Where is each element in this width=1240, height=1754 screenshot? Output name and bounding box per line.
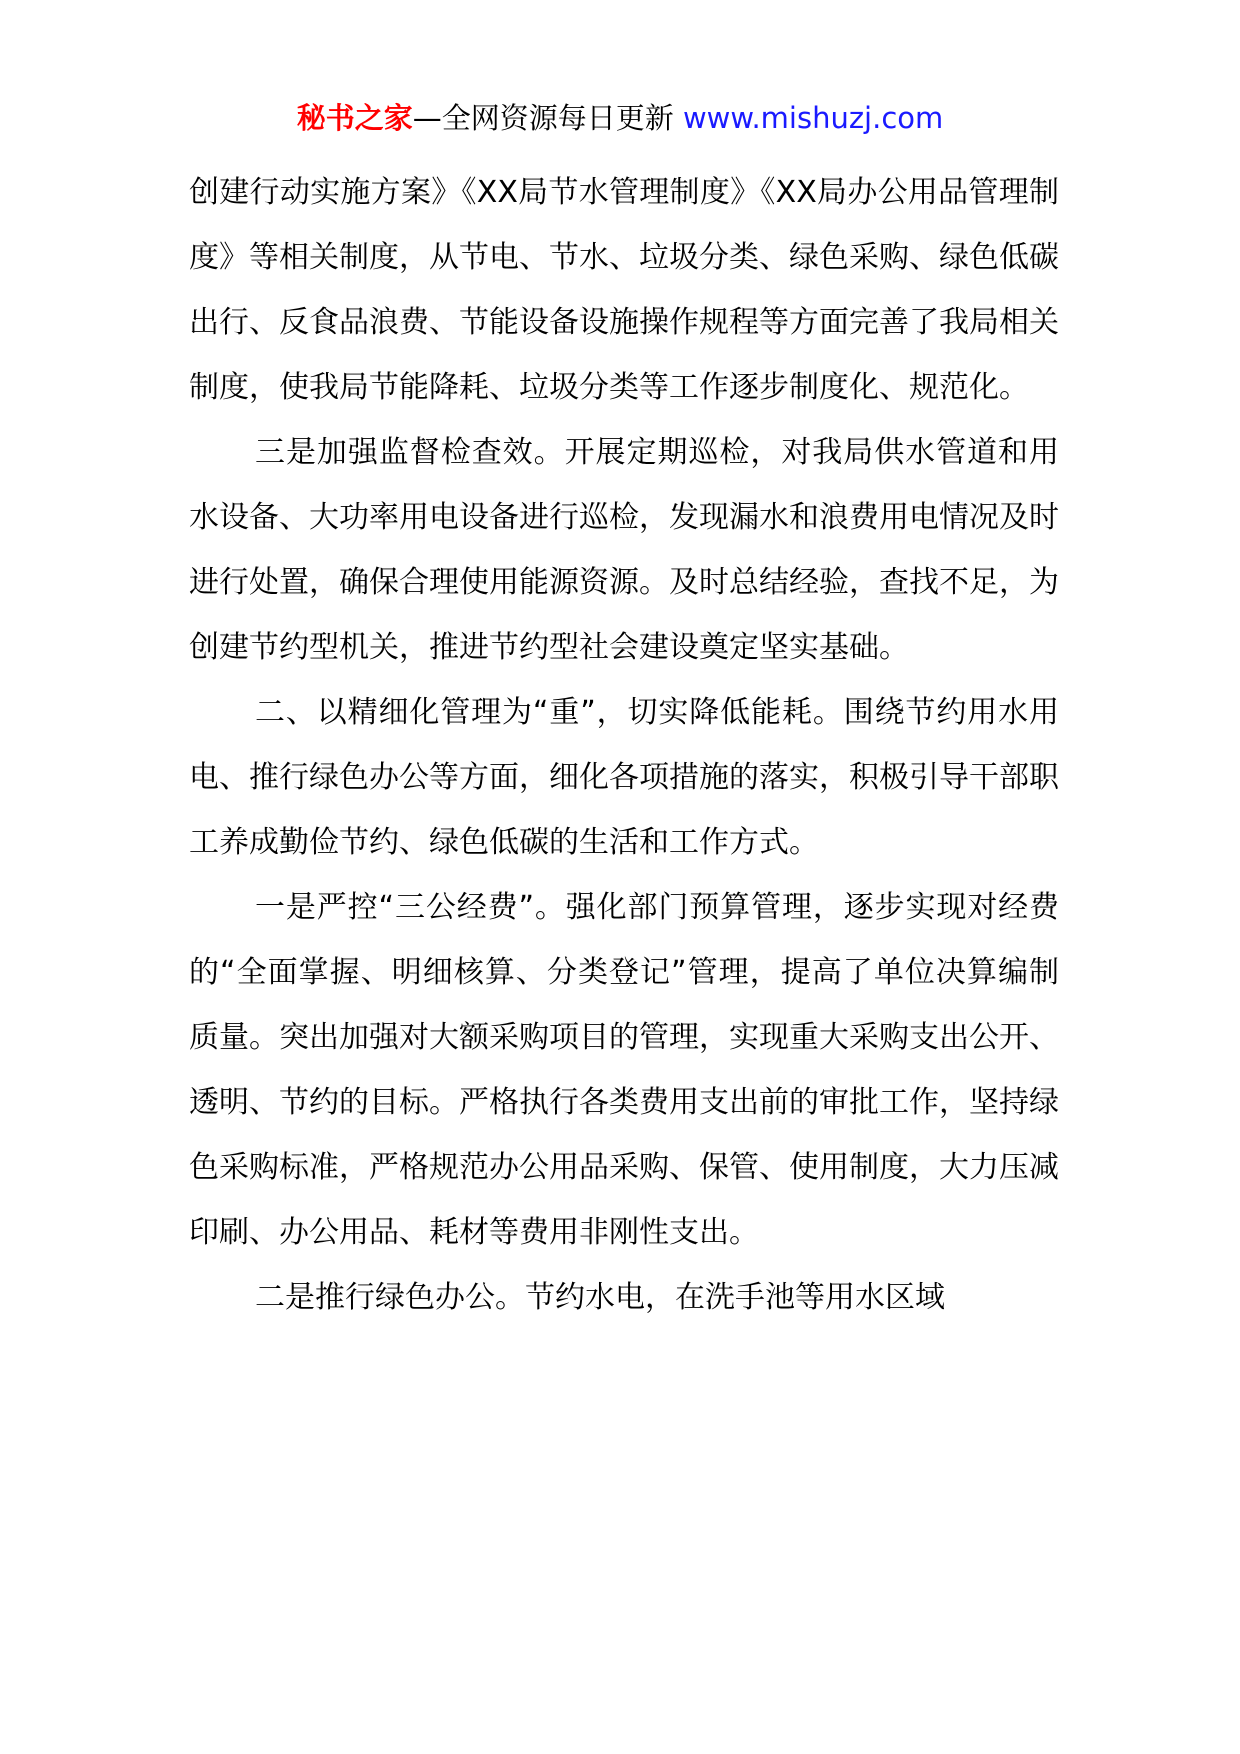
site-name: 秘书之家 xyxy=(296,101,413,135)
document-body xyxy=(189,160,1059,1330)
paragraph-three-public-expenses: 一是严控“三公经费”。强化部门预算管理，逐步实现对经费的“全面掌握、明细核算、分类登记”管理，提高了单位决算编制质量。突出加强对大额采购项目的管理，实现重大采购支出公开、透明、节约的目标。严格执行各类费用支出前的审批工作，坚持绿色采购标准，严格规范办公用品采购、保管、使用制度，大力压减印刷、办公用品、耗材等费用非刚性支出。 xyxy=(189,890,1059,1250)
site-url-link[interactable]: www.mishuzj.com xyxy=(682,101,944,135)
paragraph-section-two-heading: 二、以精细化管理为“重”，切实降低能耗。围绕节约用水用电、推行绿色办公等方面，细化各项措施的落实，积极引导干部职工养成勤俭节约、绿色低碳的生活和工作方式。 xyxy=(189,695,1059,860)
paragraph-continued: 创建行动实施方案》《XX局节水管理制度》《XX局办公用品管理制度》等相关制度，从节电、节水、垃圾分类、绿色采购、绿色低碳出行、反食品浪费、节能设备设施操作规程等方面完善了我局相关制度，使我局节能降耗、垃圾分类等工作逐步制度化、规范化。 xyxy=(189,175,1059,405)
paragraph-supervision: 三是加强监督检查效。开展定期巡检，对我局供水管道和用水设备、大功率用电设备进行巡检，发现漏水和浪费用电情况及时进行处置，确保合理使用能源资源。及时总结经验，查找不足，为创建节约型机关，推进节约型社会建设奠定坚实基础。 xyxy=(189,435,1059,665)
site-header xyxy=(0,98,1240,138)
paragraph-green-office: 二是推行绿色办公。节约水电，在洗手池等用水区域 xyxy=(255,1280,945,1315)
site-tagline: —全网资源每日更新 xyxy=(412,101,683,135)
